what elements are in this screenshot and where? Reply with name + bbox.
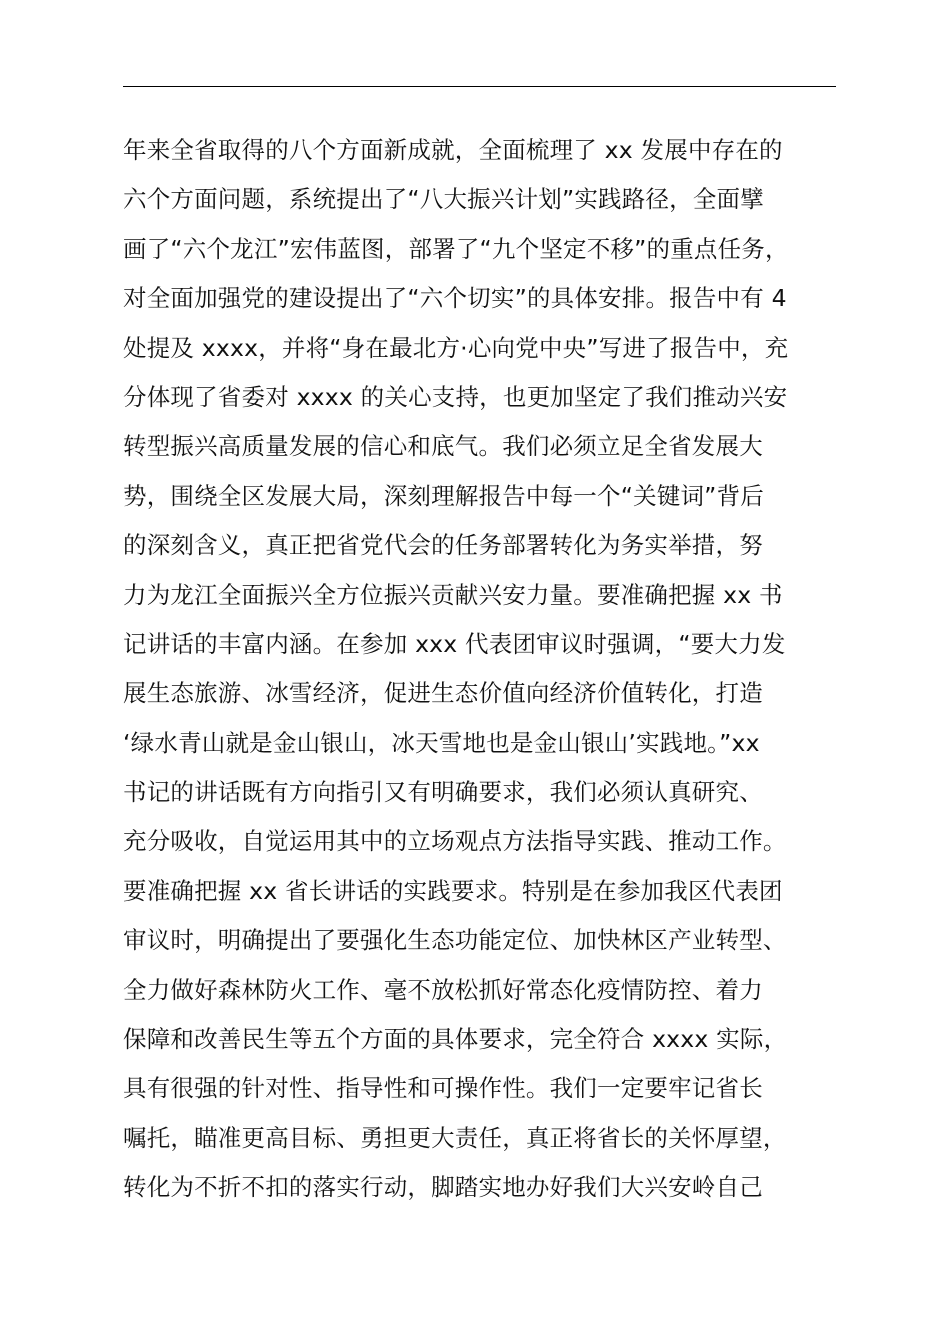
text-line: ‘绿水青山就是金山银山，冰天雪地也是金山银山’实践地。”xx: [123, 728, 760, 757]
body-paragraph: [123, 126, 883, 1213]
text-line: 转化为不折不扣的落实行动，脚踏实地办好我们大兴安岭自己: [123, 1173, 763, 1202]
header-divider-line: [123, 86, 836, 87]
text-line: 的深刻含义，真正把省党代会的任务部署转化为务实举措，努: [123, 531, 763, 560]
text-line: 分体现了省委对 xxxx 的关心支持，也更加坚定了我们推动兴安: [123, 382, 788, 411]
text-line: 处提及 xxxx，并将“身在最北方·心向党中央”写进了报告中，充: [123, 333, 789, 362]
text-line: 具有很强的针对性、指导性和可操作性。我们一定要牢记省长: [123, 1074, 763, 1103]
text-line: 力为龙江全面振兴全方位振兴贡献兴安力量。要准确把握 xx 书: [123, 580, 783, 609]
text-line: 势，围绕全区发展大局，深刻理解报告中每一个“关键词”背后: [123, 481, 764, 510]
text-line: 对全面加强党的建设提出了“六个切实”的具体安排。报告中有 4: [123, 284, 787, 313]
text-line: 审议时，明确提出了要强化生态功能定位、加快林区产业转型、: [123, 926, 787, 955]
text-line: 转型振兴高质量发展的信心和底气。我们必须立足全省发展大: [123, 432, 763, 461]
text-line: 全力做好森林防火工作、毫不放松抓好常态化疫情防控、着力: [123, 975, 763, 1004]
text-line: 书记的讲话既有方向指引又有明确要求，我们必须认真研究、: [123, 778, 763, 807]
text-line: 充分吸收，自觉运用其中的立场观点方法指导实践、推动工作。: [123, 827, 787, 856]
text-line: 要准确把握 xx 省长讲话的实践要求。特别是在参加我区代表团: [123, 876, 783, 905]
text-line: 保障和改善民生等五个方面的具体要求，完全符合 xxxx 实际，: [123, 1025, 788, 1054]
text-line: 嘱托，瞄准更高目标、勇担更大责任，真正将省长的关怀厚望，: [123, 1123, 787, 1152]
text-line: 年来全省取得的八个方面新成就，全面梳理了 xx 发展中存在的: [123, 136, 783, 164]
text-line: 记讲话的丰富内涵。在参加 xxx 代表团审议时强调，“要大力发: [123, 629, 786, 658]
text-line: 六个方面问题，系统提出了“八大振兴计划”实践路径，全面擘: [123, 185, 764, 214]
text-line: 画了“六个龙江”宏伟蓝图，部署了“九个坚定不移”的重点任务，: [123, 234, 789, 263]
text-line: 展生态旅游、冰雪经济，促进生态价值向经济价值转化，打造: [123, 679, 763, 708]
